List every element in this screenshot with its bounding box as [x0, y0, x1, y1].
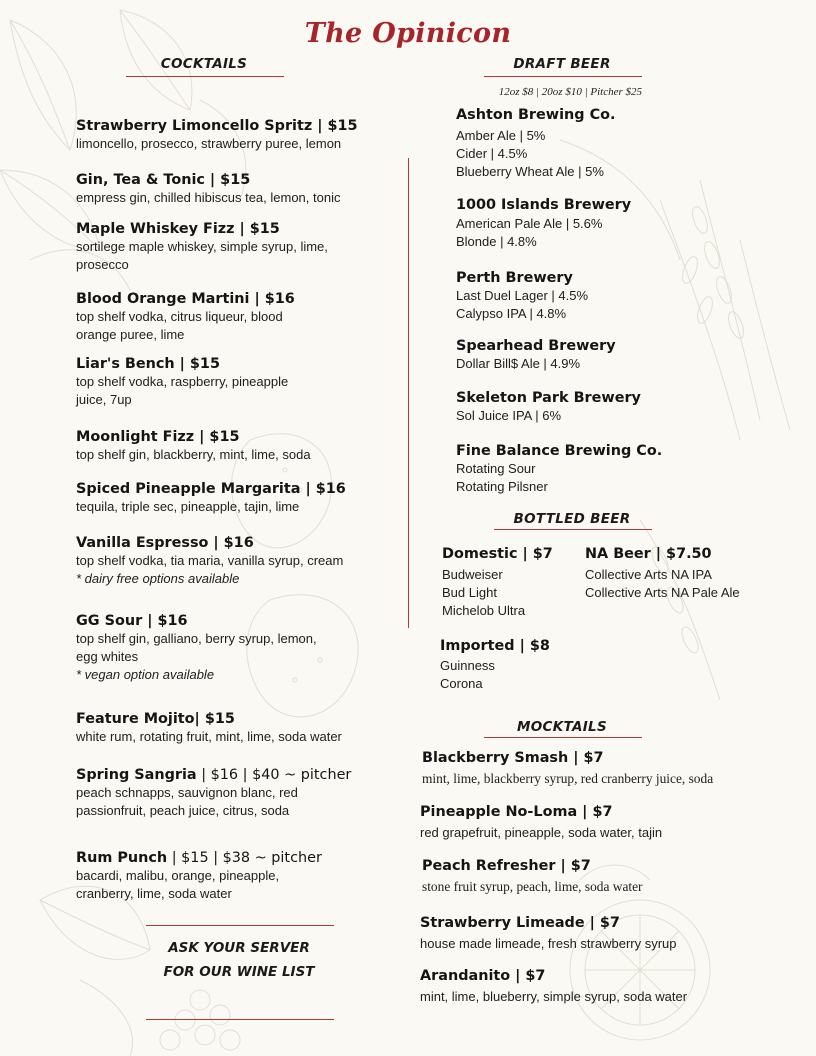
cocktail-price: | $15 | $38 ~ pitcher — [167, 850, 322, 866]
brewery — [456, 269, 588, 323]
bottled-group — [440, 637, 550, 693]
mocktail-item — [420, 803, 662, 842]
bottled-group-name: Imported | $8 — [440, 638, 550, 654]
brewery-name: Perth Brewery — [456, 270, 573, 286]
mocktails-divider — [484, 737, 642, 738]
mocktail-name: Pineapple No-Loma | $7 — [420, 804, 613, 820]
mocktail-name: Blackberry Smash | $7 — [422, 750, 604, 766]
beer-item: Cider | 4.5% — [456, 146, 528, 161]
mocktail-desc: house made limeade, fresh strawberry syrup — [420, 936, 677, 951]
mocktail-desc: mint, lime, blueberry, simple syrup, soda water — [420, 989, 688, 1004]
cocktail-desc: top shelf gin, galliano, berry syrup, lemon, — [76, 631, 317, 646]
mocktail-item — [422, 857, 643, 896]
mocktail-name: Strawberry Limeade | $7 — [420, 915, 620, 931]
cocktail-price: | $16 | $40 ~ pitcher — [196, 767, 352, 783]
beer-item: Last Duel Lager | 4.5% — [456, 288, 589, 303]
cocktail-note: * dairy free options available — [76, 571, 240, 586]
cocktail-desc: prosecco — [76, 257, 129, 272]
cocktail-desc: peach schnapps, sauvignon blanc, red — [76, 785, 298, 800]
beer-item: Dollar Bill$ Ale | 4.9% — [456, 356, 581, 371]
cocktail-note: * vegan option available — [76, 667, 215, 682]
cocktail-desc: top shelf vodka, tia maria, vanilla syrup, cream — [76, 553, 344, 568]
brewery — [456, 196, 631, 251]
bottled-item: Budweiser — [442, 567, 503, 582]
beer-item: Sol Juice IPA | 6% — [456, 408, 562, 423]
beer-item: Blonde | 4.8% — [456, 234, 537, 249]
cocktail-desc: cranberry, lime, soda water — [76, 886, 232, 901]
cocktail-name: Feature Mojito| $15 — [76, 711, 235, 727]
beer-item: Amber Ale | 5% — [456, 128, 546, 143]
cocktail-name: Maple Whiskey Fizz | $15 — [76, 221, 280, 237]
cocktail-desc: top shelf vodka, raspberry, pineapple — [76, 374, 289, 389]
mocktail-desc: stone fruit syrup, peach, lime, soda water — [422, 879, 643, 894]
bottled-item: Corona — [440, 676, 483, 691]
bottled-title: BOTTLED BEER — [513, 511, 631, 527]
mocktail-desc: red grapefruit, pineapple, soda water, tajin — [420, 825, 663, 840]
cocktail-desc: egg whites — [76, 649, 139, 664]
cocktail-name-line — [76, 766, 351, 784]
cocktail-desc: white rum, rotating fruit, mint, lime, soda water — [76, 729, 342, 744]
mocktail-item — [420, 914, 677, 953]
bottled-divider — [494, 529, 652, 530]
mocktail-name: Arandanito | $7 — [420, 968, 546, 984]
brand-logo: The Opinicon — [304, 18, 512, 49]
cocktail-desc: empress gin, chilled hibiscus tea, lemon, tonic — [76, 190, 341, 205]
cocktails-title: COCKTAILS — [160, 56, 248, 72]
cocktail-name: Moonlight Fizz | $15 — [76, 429, 240, 445]
cocktail-name: Liar's Bench | $15 — [76, 356, 220, 372]
cocktails-divider — [126, 76, 284, 77]
beer-item: Rotating Pilsner — [456, 479, 548, 494]
brewery-name: Fine Balance Brewing Co. — [456, 443, 663, 459]
brewery-name: 1000 Islands Brewery — [456, 197, 632, 213]
cocktail-item — [76, 612, 317, 684]
mocktail-name: Peach Refresher | $7 — [422, 858, 591, 874]
mocktails-title: MOCKTAILS — [517, 719, 607, 735]
cocktail-desc: top shelf vodka, citrus liqueur, blood — [76, 309, 283, 324]
cocktail-name: Spiced Pineapple Margarita | $16 — [76, 481, 346, 497]
wine-divider-bottom — [146, 1019, 334, 1020]
cocktail-item — [76, 290, 295, 344]
brewery-name: Skeleton Park Brewery — [456, 390, 641, 406]
cocktail-desc: tequila, triple sec, pineapple, tajin, lime — [76, 499, 300, 514]
cocktail-desc: juice, 7up — [76, 392, 132, 407]
cocktail-item — [76, 171, 340, 207]
cocktail-item — [76, 766, 351, 820]
wine-note-line1: ASK YOUR SERVER — [168, 940, 310, 956]
bottled-item: Bud Light — [442, 585, 497, 600]
cocktail-desc: orange puree, lime — [76, 327, 185, 342]
column-divider — [408, 158, 409, 628]
bottled-item: Guinness — [440, 658, 495, 673]
cocktail-item — [76, 534, 343, 588]
bottled-item: Collective Arts NA Pale Ale — [585, 585, 740, 600]
cocktail-name: Vanilla Espresso | $16 — [76, 535, 254, 551]
cocktail-desc: top shelf gin, blackberry, mint, lime, soda — [76, 447, 311, 462]
cocktail-item — [76, 710, 342, 746]
bottled-group-name: Domestic | $7 — [442, 546, 553, 562]
bottled-item: Michelob Ultra — [442, 603, 526, 618]
cocktail-desc: bacardi, malibu, orange, pineapple, — [76, 868, 280, 883]
cocktail-desc: limoncello, prosecco, strawberry puree, lemon — [76, 136, 342, 151]
cocktail-name: Spring Sangria — [76, 767, 197, 783]
wine-divider-top — [146, 925, 334, 926]
cocktail-item — [76, 428, 311, 464]
beer-item: Blueberry Wheat Ale | 5% — [456, 164, 604, 179]
brewery — [456, 442, 662, 496]
cocktail-desc: passionfruit, peach juice, citrus, soda — [76, 803, 290, 818]
wine-note-line2: FOR OUR WINE LIST — [163, 964, 315, 980]
beer-item: Calypso IPA | 4.8% — [456, 306, 567, 321]
bottled-group-name: NA Beer | $7.50 — [585, 546, 712, 562]
bottled-group — [442, 545, 553, 620]
cocktail-item — [76, 849, 322, 903]
cocktail-name: Strawberry Limoncello Spritz | $15 — [76, 118, 358, 134]
cocktail-name: GG Sour | $16 — [76, 613, 188, 629]
draft-prices: 12oz $8 | 20oz $10 | Pitcher $25 — [498, 86, 642, 98]
brewery-name: Ashton Brewing Co. — [456, 107, 616, 123]
brewery — [456, 106, 616, 181]
brewery-name: Spearhead Brewery — [456, 338, 616, 354]
cocktail-item — [76, 220, 328, 274]
cocktail-item — [76, 480, 346, 516]
cocktail-name: Gin, Tea & Tonic | $15 — [76, 172, 251, 188]
mocktail-desc: mint, lime, blackberry syrup, red cranberry juice, soda — [422, 771, 714, 786]
cocktail-desc: sortilege maple whiskey, simple syrup, lime, — [76, 239, 328, 254]
brewery — [456, 389, 641, 425]
cocktail-item — [76, 355, 288, 409]
beer-item: American Pale Ale | 5.6% — [456, 216, 603, 231]
cocktail-item — [76, 117, 358, 153]
draft-divider — [484, 76, 642, 77]
cocktail-name: Rum Punch — [76, 850, 168, 866]
mocktail-item — [422, 749, 713, 788]
bottled-item: Collective Arts NA IPA — [585, 567, 712, 582]
cocktail-name: Blood Orange Martini | $16 — [76, 291, 295, 307]
bottled-group — [585, 545, 740, 602]
brewery — [456, 337, 616, 373]
mocktail-item — [420, 967, 687, 1006]
cocktail-name-line — [76, 849, 322, 867]
draft-title: DRAFT BEER — [513, 56, 611, 72]
beer-item: Rotating Sour — [456, 461, 536, 476]
